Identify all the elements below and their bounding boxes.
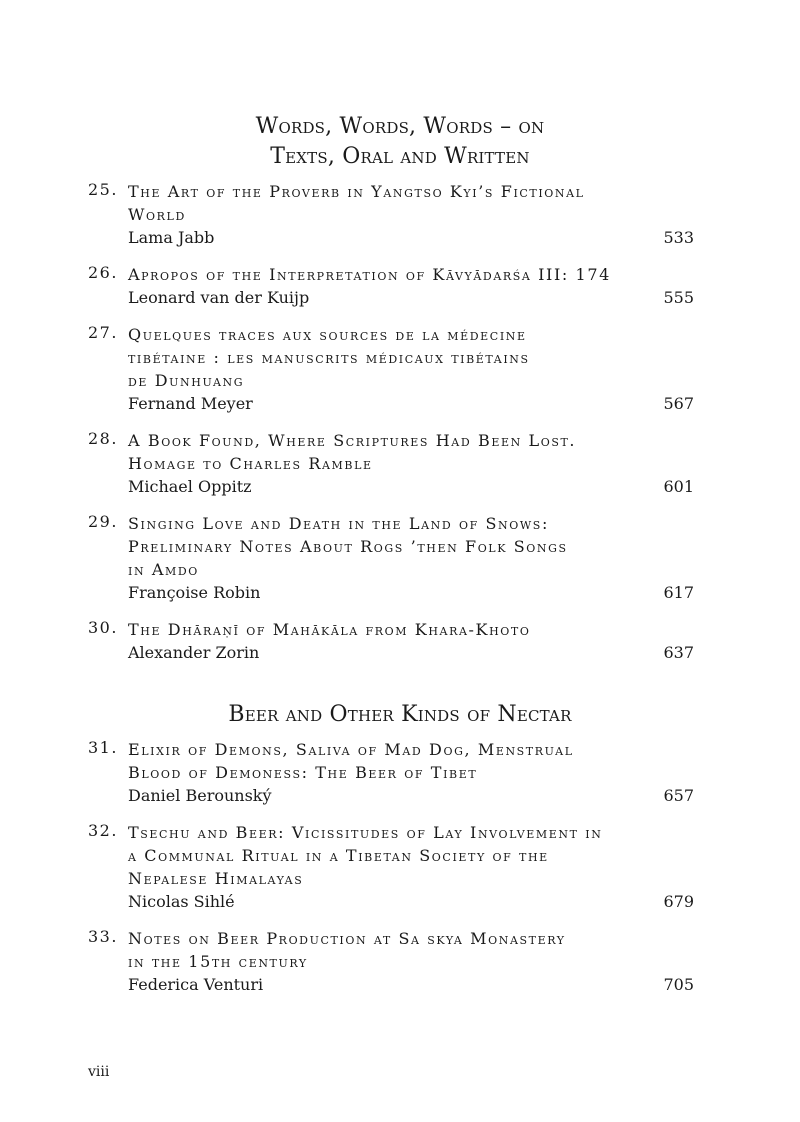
entry-number: 26. bbox=[88, 263, 118, 282]
entry-title-line: World bbox=[128, 205, 186, 224]
entry-title-line: Preliminary Notes About Rogs ’then Folk Songs bbox=[128, 537, 568, 556]
entry-title bbox=[128, 512, 688, 581]
entry-title bbox=[128, 821, 688, 890]
entry-number: 33. bbox=[88, 927, 118, 946]
entry-author: Alexander Zorin bbox=[128, 643, 260, 662]
entry-page: 705 bbox=[663, 975, 694, 994]
entry-author: Leonard van der Kuijp bbox=[128, 288, 310, 307]
entry-title-line: Homage to Charles Ramble bbox=[128, 454, 373, 473]
section-title-line: Words, Words, Words – on bbox=[255, 114, 545, 139]
entry-author: Michael Oppitz bbox=[128, 477, 252, 496]
entry-number: 30. bbox=[88, 618, 118, 637]
entry-title-line: Blood of Demoness: The Beer of Tibet bbox=[128, 763, 478, 782]
entry-author: Fernand Meyer bbox=[128, 394, 253, 413]
entry-title bbox=[128, 323, 688, 392]
entry-number: 29. bbox=[88, 512, 118, 531]
entry-author: Daniel Berounský bbox=[128, 786, 272, 805]
entry-page: 617 bbox=[663, 583, 694, 602]
entry-title-line: The Art of the Proverb in Yangtso Kyi’s Fictional bbox=[128, 182, 585, 201]
entry-page: 555 bbox=[663, 288, 694, 307]
entry-page: 533 bbox=[663, 228, 694, 247]
section-title bbox=[0, 112, 800, 172]
section-title-line: Beer and Other Kinds of Nectar bbox=[228, 702, 572, 727]
section-title-line: Texts, Oral and Written bbox=[270, 144, 530, 169]
entry-page: 567 bbox=[663, 394, 694, 413]
entry-number: 31. bbox=[88, 738, 118, 757]
entry-title-line: Nepalese Himalayas bbox=[128, 869, 304, 888]
entry-title-line: Elixir of Demons, Saliva of Mad Dog, Menstrual bbox=[128, 740, 574, 759]
entry-title-line: in the 15th century bbox=[128, 952, 308, 971]
entry-page: 657 bbox=[663, 786, 694, 805]
entry-title-line: The Dhāraṇī of Mahākāla from Khara-Khoto bbox=[128, 620, 531, 639]
entry-author: Lama Jabb bbox=[128, 228, 215, 247]
entry-title-line: Notes on Beer Production at Sa skya Monastery bbox=[128, 929, 566, 948]
entry-number: 28. bbox=[88, 429, 118, 448]
entry-author: Federica Venturi bbox=[128, 975, 264, 994]
entry-title-line: Tsechu and Beer: Vicissitudes of Lay Involvement in bbox=[128, 823, 603, 842]
entry-author: Françoise Robin bbox=[128, 583, 261, 602]
entry-title-line: Quelques traces aux sources de la médecine bbox=[128, 325, 527, 344]
section-title bbox=[0, 700, 800, 730]
entry-number: 27. bbox=[88, 323, 118, 342]
entry-page: 637 bbox=[663, 643, 694, 662]
entry-author: Nicolas Sihlé bbox=[128, 892, 235, 911]
entry-title-line: Singing Love and Death in the Land of Snows: bbox=[128, 514, 549, 533]
entry-page: 601 bbox=[663, 477, 694, 496]
entry-page: 679 bbox=[663, 892, 694, 911]
entry-number: 25. bbox=[88, 180, 118, 199]
entry-title-line: in Amdo bbox=[128, 560, 199, 579]
entry-title bbox=[128, 429, 688, 475]
entry-title-line: Apropos of the Interpretation of Kāvyādarśa III: 174 bbox=[128, 265, 611, 284]
page-folio: viii bbox=[88, 1064, 110, 1080]
entry-title bbox=[128, 263, 688, 286]
entry-title-line: a Communal Ritual in a Tibetan Society of the bbox=[128, 846, 549, 865]
entry-title bbox=[128, 738, 688, 784]
entry-number: 32. bbox=[88, 821, 118, 840]
entry-title bbox=[128, 180, 688, 226]
entry-title-line: de Dunhuang bbox=[128, 371, 245, 390]
entry-title bbox=[128, 927, 688, 973]
entry-title bbox=[128, 618, 688, 641]
entry-title-line: tibétaine : les manuscrits médicaux tibétains bbox=[128, 348, 530, 367]
entry-title-line: A Book Found, Where Scriptures Had Been Lost. bbox=[128, 431, 577, 450]
